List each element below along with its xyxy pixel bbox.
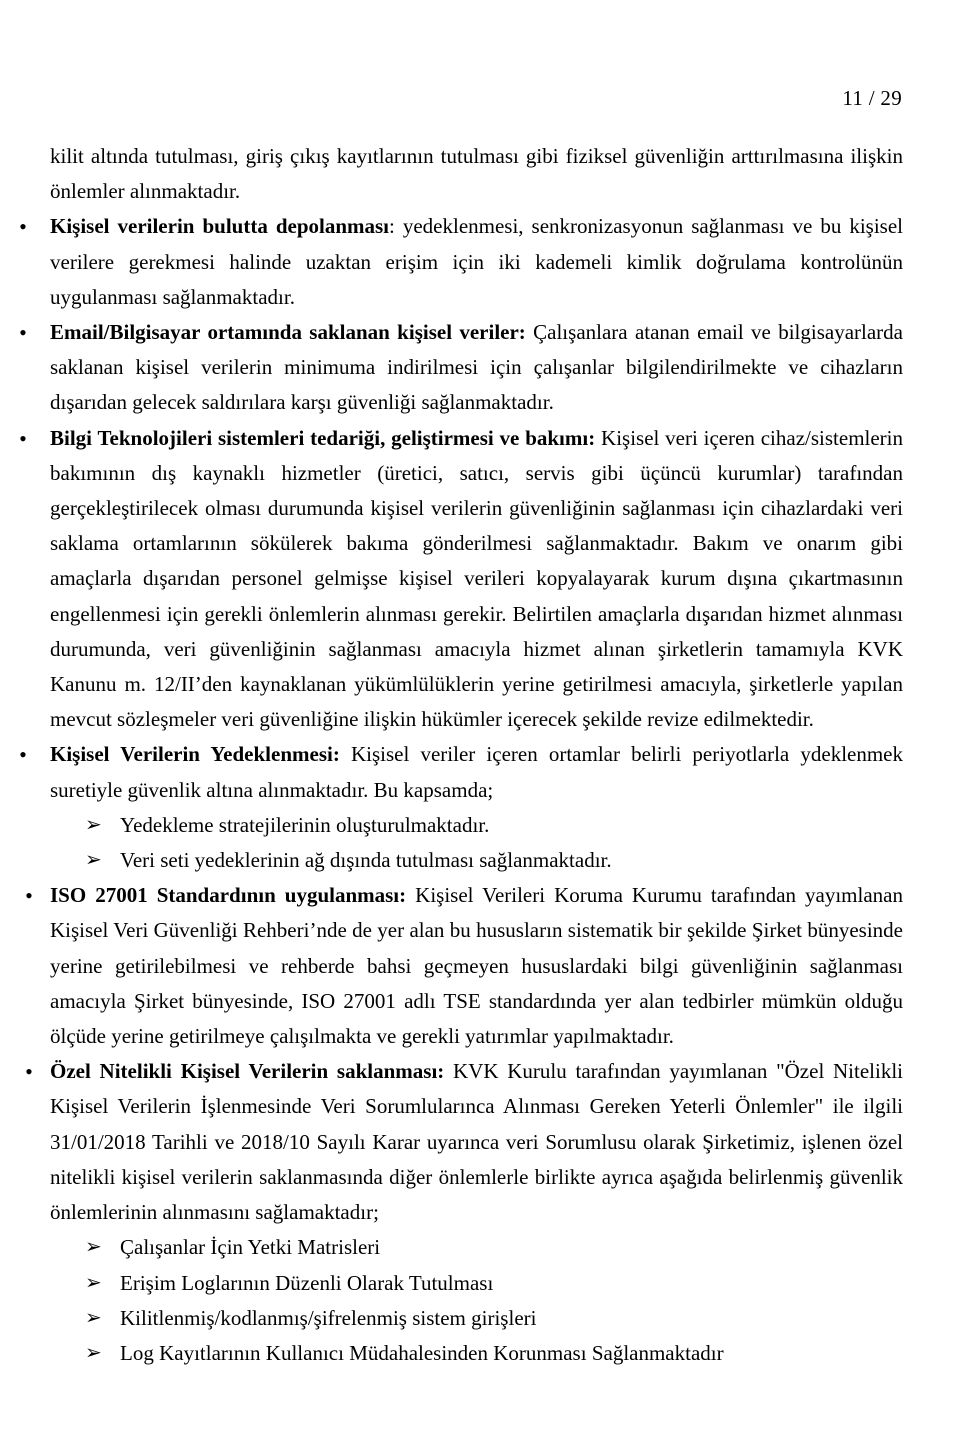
- bullet-icon: •: [19, 214, 27, 240]
- list-item: [19, 421, 904, 738]
- item-text: KVK Kurulu tarafından yayımlanan "Özel Nitelikli Kişisel Verilerin İşlenmesinde Veri Sorumlularınca Alınması Gereken Yeterli Önlemler" ile ilgili 31/01/2018 Tarihli ve 2018/10 Sayılı Karar uyarınca veri Sorumlusu olarak Şirketimiz, işlenen özel nitelikli kişisel verilerin saklanmasında diğer önlemlerle birlikte ayrıca aşağıda belirlenmiş güvenlik önlemlerinin alınmasını sağlamaktadır;: [50, 1059, 904, 1225]
- sub-item-text: Çalışanlar İçin Yetki Matrisleri: [120, 1235, 381, 1260]
- sub-list-item: [85, 1230, 903, 1265]
- list-item: [25, 1054, 904, 1230]
- bullet-icon: •: [19, 320, 27, 346]
- bullet-icon: •: [25, 883, 33, 909]
- arrow-bullet-icon: ➢: [85, 1236, 102, 1259]
- item-text: Kişisel Verileri Koruma Kurumu tarafından yayımlanan Kişisel Veri Güvenliği Rehberi’nde de yer alan bu hususların sistematik bir şekilde Şirket bünyesinde yerine getirilebilmesi ve rehberde bahsi geçmeyen hususlardaki bilgi güvenliğinin sağlanması amacıyla Şirket bünyesinde, ISO 27001 adlı TSE standardında yer alan tedbirler mümkün olduğu ölçüde yerine getirilmeye çalışılmakta ve gerekli yatırımlar yapılmaktadır.: [50, 883, 903, 1049]
- bullet-icon: •: [19, 742, 27, 768]
- list-item: [25, 878, 903, 1054]
- bullet-icon: •: [25, 1059, 33, 1085]
- arrow-bullet-icon: ➢: [85, 813, 102, 836]
- sub-list-item: [85, 1266, 903, 1301]
- sub-list-item: [85, 1301, 903, 1336]
- item-title: Kişisel verilerin bulutta depolanması: [50, 214, 390, 239]
- item-title: Özel Nitelikli Kişisel Verilerin saklanması:: [50, 1059, 445, 1084]
- item-text: Kişisel veri içeren cihaz/sistemlerin bakımının dış kaynaklı hizmetler (üretici, satıcı, servis gibi üçüncü kurumlar) tarafından gerçekleştirilecek olması durumunda kişisel verilerin güvenliğinin sağlanması için cihazlardaki veri saklama ortamlarının sökülerek bakıma gönderilmesi sağlanmaktadır. Bakım ve onarım gibi amaçlarla dışarıdan personel gelmişse kişisel verileri kopyalayarak kurum dışına çıkartmasının engellenmesi için gerekli önlemlerin alınması gerekir. Belirtilen amaçlarla dışarıdan hizmet alınması durumunda, veri güvenliğinin sağlanması amacıyla hizmet alınan şirketlerin tamamıyla KVK Kanunu m. 12/II’den kaynaklanan yükümlülüklerin yerine getirilmesi amacıyla, şirketlerle yapılan mevcut sözleşmeler veri güvenliğine ilişkin hükümler içerecek şekilde revize edilmektedir.: [50, 425, 904, 732]
- item-title: ISO 27001 Standardının uygulanması:: [50, 883, 407, 908]
- page-number: 11 / 29: [842, 86, 902, 110]
- item-title: Email/Bilgisayar ortamında saklanan kişisel veriler:: [50, 320, 526, 345]
- sub-item-text: Erişim Loglarının Düzenli Olarak Tutulması: [120, 1270, 494, 1295]
- list-item: [19, 315, 903, 421]
- sub-item-text: Kilitlenmiş/kodlanmış/şifrelenmiş sistem girişleri: [120, 1305, 537, 1330]
- sub-item-text: Veri seti yedeklerinin ağ dışında tutulması sağlanmaktadır.: [120, 848, 612, 873]
- item-title: Bilgi Teknolojileri sistemleri tedariği, geliştirmesi ve bakımı:: [50, 425, 596, 450]
- arrow-bullet-icon: ➢: [85, 1271, 102, 1294]
- sub-list-item: [85, 1336, 903, 1371]
- sub-list-item: [85, 808, 903, 843]
- intro-paragraph: kilit altında tutulması, giriş çıkış kayıtlarının tutulması gibi fiziksel güvenliğin arttırılmasına ilişkin önlemler alınmaktadır.: [50, 144, 903, 204]
- sub-item-text: Yedekleme stratejilerinin oluşturulmaktadır.: [120, 812, 490, 837]
- arrow-bullet-icon: ➢: [85, 1341, 102, 1364]
- arrow-bullet-icon: ➢: [85, 1306, 102, 1329]
- sub-list-item: [85, 843, 903, 878]
- list-item: [19, 737, 903, 807]
- list-item: [19, 209, 903, 315]
- document-body: [19, 139, 904, 1371]
- bullet-icon: •: [19, 425, 27, 451]
- item-text: Çalışanlara atanan email ve bilgisayarlarda saklanan kişisel verilerin minimuma indirilmesi için çalışanlar bilgilendirilmekte ve cihazların dışarıdan gelecek saldırılara karşı güvenliği sağlanmaktadır.: [50, 320, 903, 415]
- sub-item-text: Log Kayıtlarının Kullanıcı Müdahalesinden Korunması Sağlanmaktadır: [120, 1340, 724, 1365]
- item-text: Kişisel veriler içeren ortamlar belirli periyotlarla ydeklenmek suretiyle güvenlik altına alınmaktadır. Bu kapsamda;: [50, 742, 903, 802]
- item-title: Kişisel Verilerin Yedeklenmesi:: [50, 742, 340, 767]
- item-text: : yedeklenmesi, senkronizasyonun sağlanması ve bu kişisel verilere gerekmesi halinde uzaktan erişim için iki kademeli kimlik doğrulama kontrolünün uygulanması sağlanmaktadır.: [50, 214, 903, 309]
- arrow-bullet-icon: ➢: [85, 849, 102, 872]
